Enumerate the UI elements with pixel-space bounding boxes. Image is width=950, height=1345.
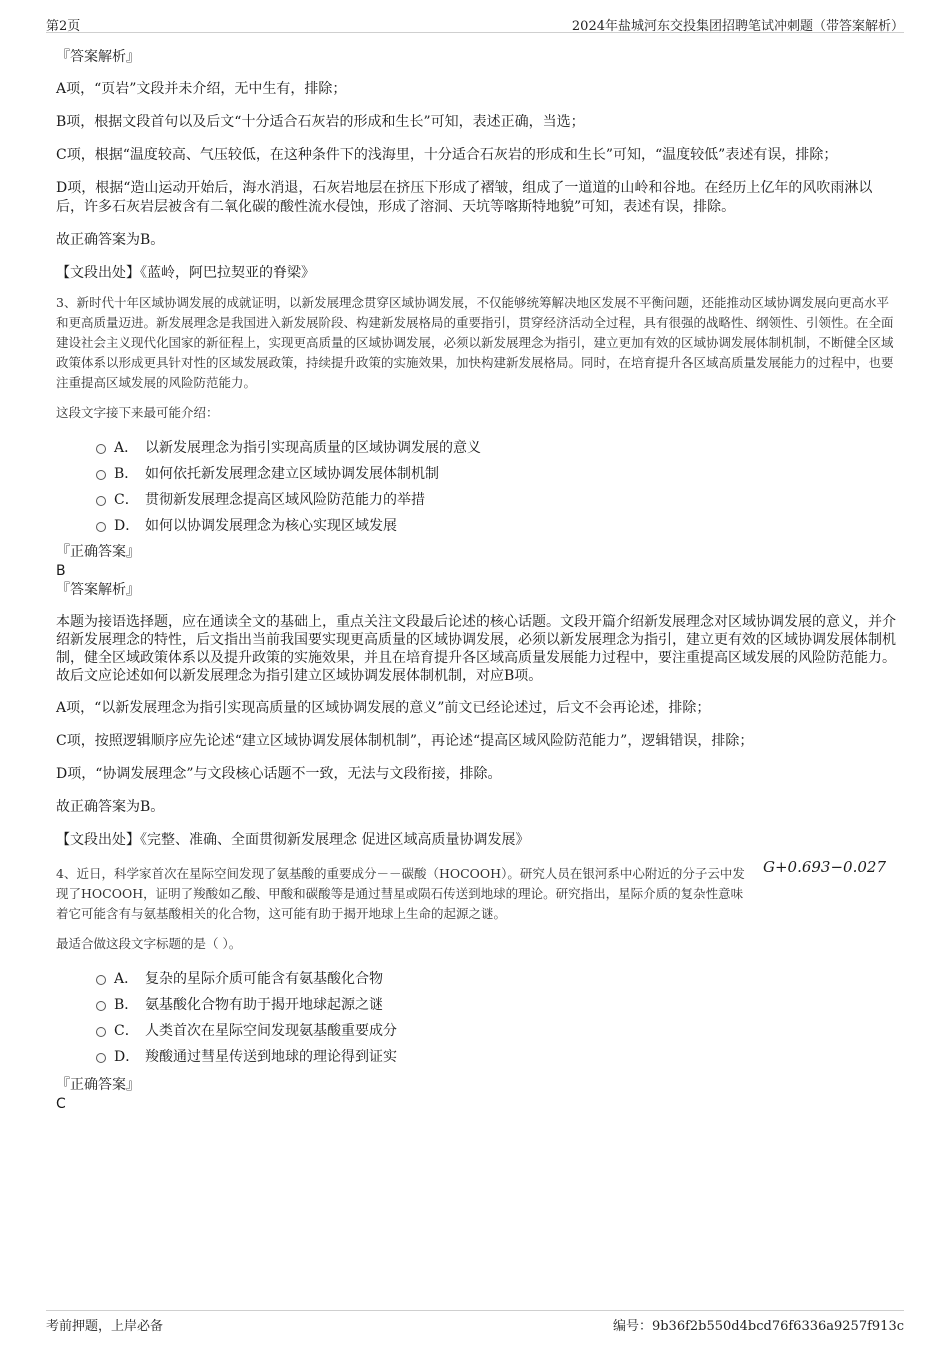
q2-conclusion: 故正确答案为B。 — [56, 232, 165, 248]
q2-analysis-b: B项，根据文段首句以及后文“十分适合石灰岩的形成和生长”可知，表述正确，当选； — [56, 114, 585, 130]
q3-answer-label: 『正确答案』 — [56, 544, 140, 560]
radio-icon[interactable] — [96, 496, 106, 506]
q2-analysis-label: 『答案解析』 — [56, 49, 140, 65]
q3-source: 【文段出处】《完整、准确、全面贯彻新发展理念 促进区域高质量协调发展》 — [56, 832, 530, 848]
q4-question: 最适合做这段文字标题的是（ ）。 — [56, 936, 242, 951]
q3-options — [56, 435, 896, 539]
document-code: 编号：9b36f2b550d4bcd76f6336a9257f913c — [612, 1319, 904, 1334]
q4-answer-label: 『正确答案』 — [56, 1077, 140, 1093]
q3-option-b[interactable]: B． 如何依托新发展理念建立区域协调发展体制机制 — [96, 461, 896, 487]
q3-analysis: 本题为接语选择题，应在通读全文的基础上，重点关注文段最后论述的核心话题。文段开篇介绍新发展理念对区域协调发展的意义，并介绍新发展理念的特性，后文指出当前我国要实现更高质量的区域协调发展，必须以新发展理念为指引，建立更有效的区域协调发展体制机制，健全区域政策体系以及提升政策的实施效果，并且在培育提升各区域高质量发展能力过程中，要注重提高区域发展的风险防范能力。故后文应论述如何以新发展理念为指引建立区域协调发展体制机制，对应B项。 — [56, 614, 896, 684]
q3-analysis-d: D项，“协调发展理念”与文段核心话题不一致，无法与文段衔接，排除。 — [56, 766, 502, 782]
page-footer — [46, 1310, 904, 1333]
q3-answer: B — [56, 563, 66, 579]
radio-icon[interactable] — [96, 975, 106, 985]
radio-icon[interactable] — [96, 1027, 106, 1037]
page-number: 第2页 — [46, 19, 81, 34]
q4-math-formula: G+0.693−0.027 — [762, 858, 886, 876]
q4-stem-block — [56, 858, 896, 924]
q3-analysis-label: 『答案解析』 — [56, 582, 140, 598]
radio-icon[interactable] — [96, 470, 106, 480]
footer-slogan: 考前押题，上岸必备 — [46, 1319, 164, 1334]
q3-analysis-a: A项，“以新发展理念为指引实现高质量的区域协调发展的意义”前文已经论述过，后文不会再论述，排除； — [56, 700, 711, 716]
q3-stem: 3、新时代十年区域协调发展的成就证明，以新发展理念贯穿区域协调发展，不仅能够统筹解决地区发展不平衡问题，还能推动区域协调发展向更高水平和更高质量迈进。新发展理念是我国进入新发展阶段、构建新发展格局的重要指引，贯穿经济活动全过程，具有很强的战略性、纲领性、引领性。在全面建设社会主义现代化国家的新征程上，实现更高质量的区域协调发展，必须以新发展理念为指引，建立更加有效的区域协调发展体制机制，不断健全区域政策体系以形成更具针对性的区域发展政策，持续提升政策的实施效果，加快构建新发展格局。同时，在培育提升各区域高质量发展能力的过程中，也要注重提高区域发展的风险防范能力。 — [56, 295, 894, 390]
q3-conclusion: 故正确答案为B。 — [56, 799, 165, 815]
q3-option-c[interactable]: C． 贯彻新发展理念提高区域风险防范能力的举措 — [96, 487, 896, 513]
q3-option-d[interactable]: D． 如何以协调发展理念为核心实现区域发展 — [96, 513, 896, 539]
page-content — [56, 46, 896, 1114]
radio-icon[interactable] — [96, 1001, 106, 1011]
q3-analysis-c: C项，按照逻辑顺序应先论述“建立区域协调发展体制机制”，再论述“提高区域风险防范能力”，逻辑错误，排除； — [56, 733, 754, 749]
q2-analysis-c: C项，根据“温度较高、气压较低，在这种条件下的浅海里，十分适合石灰岩的形成和生长”可知，“温度较低”表述有误，排除； — [56, 147, 838, 163]
q4-option-b[interactable]: B． 氨基酸化合物有助于揭开地球起源之谜 — [96, 992, 896, 1018]
radio-icon[interactable] — [96, 1053, 106, 1063]
radio-icon[interactable] — [96, 522, 106, 532]
q2-analysis-d: D项，根据“造山运动开始后，海水消退，石灰岩地层在挤压下形成了褶皱，组成了一道道的山岭和谷地。在经历上亿年的风吹雨淋以后，许多石灰岩层被含有二氧化碳的酸性流水侵蚀，形成了溶洞、天坑等喀斯特地貌”可知，表述有误，排除。 — [56, 180, 873, 215]
q2-source: 【文段出处】《蓝岭，阿巴拉契亚的脊梁》 — [56, 265, 315, 281]
q4-options — [56, 966, 896, 1070]
document-title: 2024年盐城河东交投集团招聘笔试冲刺题（带答案解析） — [571, 19, 904, 34]
q2-analysis-a: A项，“页岩”文段并未介绍，无中生有，排除； — [56, 81, 347, 97]
page-header — [46, 14, 904, 33]
q4-option-c[interactable]: C． 人类首次在星际空间发现氨基酸重要成分 — [96, 1018, 896, 1044]
q4-answer: C — [56, 1096, 66, 1112]
q4-option-d[interactable]: D． 羧酸通过彗星传送到地球的理论得到证实 — [96, 1044, 896, 1070]
radio-icon[interactable] — [96, 444, 106, 454]
q4-stem: 4、近日，科学家首次在星际空间发现了氨基酸的重要成分－－碳酸（HOCOOH）。研究人员在银河系中心附近的分子云中发现了HOCOOH，证明了羧酸如乙酸、甲酸和碳酸等是通过彗星或陨石传送到地球的理论。研究指出，星际介质的复杂性意味着它可能含有与氨基酸相关的化合物，这可能有助于揭开地球上生命的起源之谜。 — [56, 866, 745, 921]
q3-question: 这段文字接下来最可能介绍： — [56, 405, 219, 420]
q3-option-a[interactable]: A． 以新发展理念为指引实现高质量的区域协调发展的意义 — [96, 435, 896, 461]
q4-option-a[interactable]: A． 复杂的星际介质可能含有氨基酸化合物 — [96, 966, 896, 992]
